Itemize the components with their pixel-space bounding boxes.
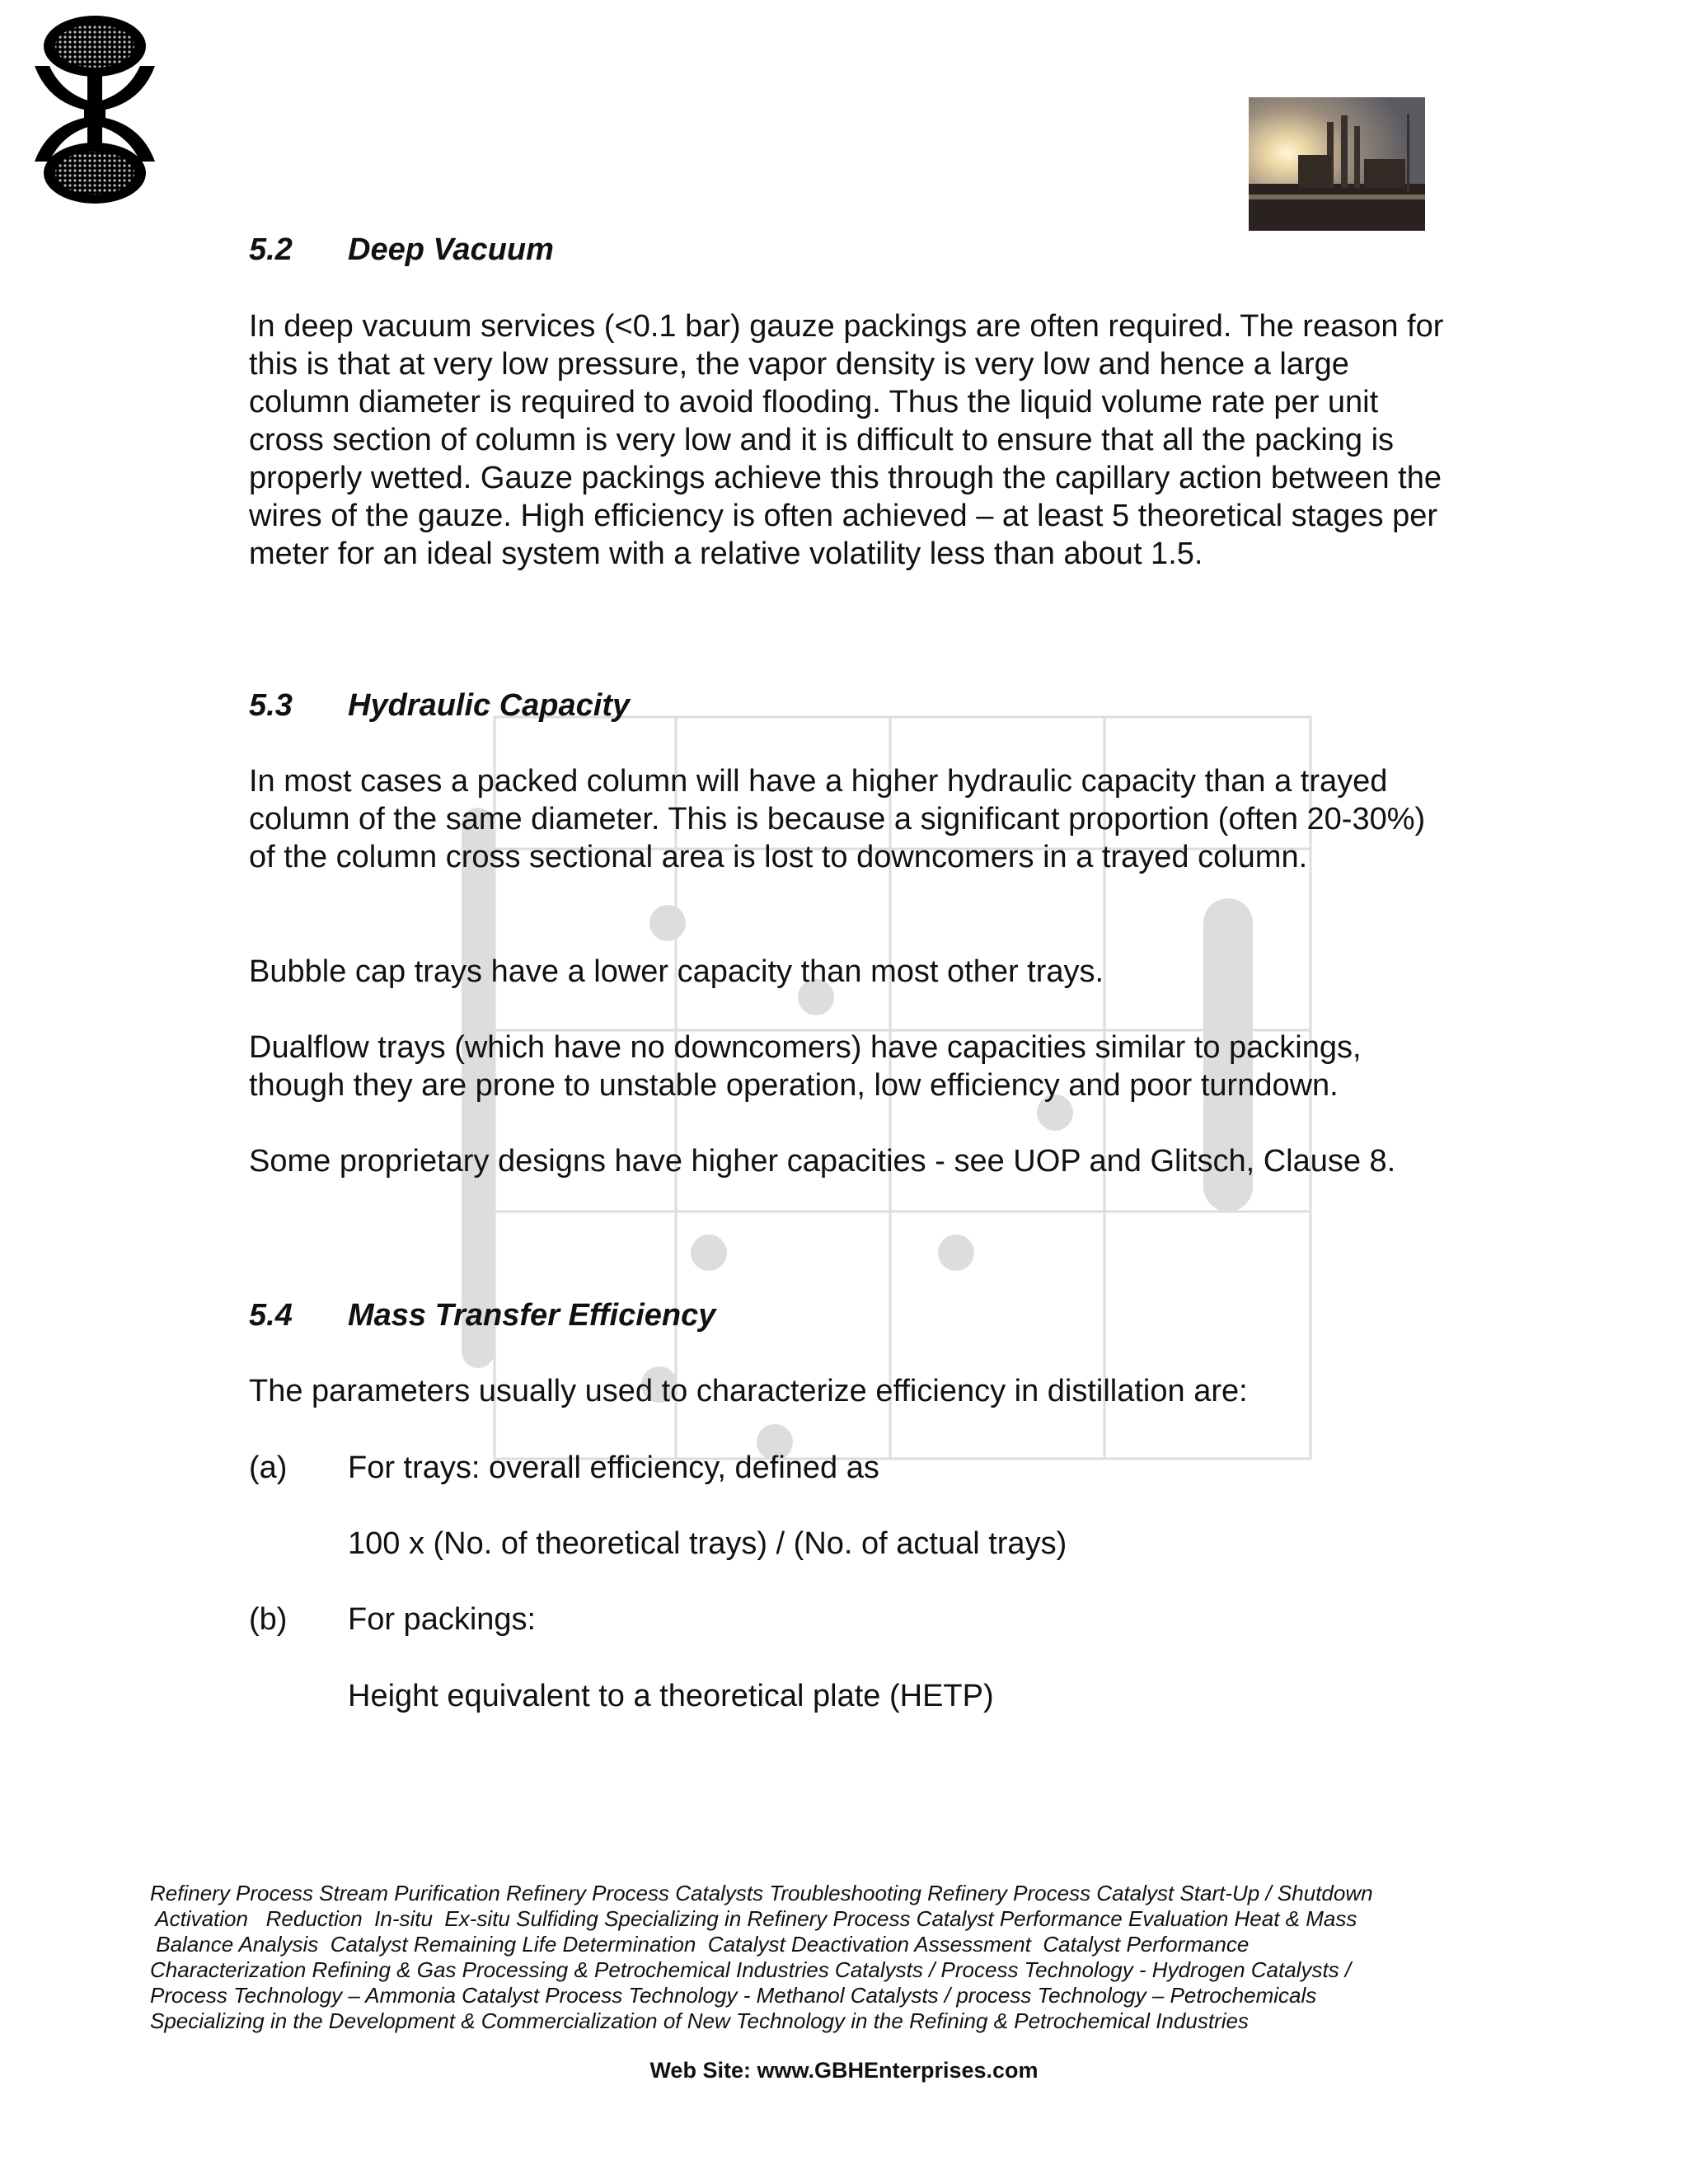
hetp-definition: Height equivalent to a theoretical plate (HETP) <box>348 1679 994 1713</box>
hydraulic-paragraph-3: Dualflow trays (which have no downcomers) have capacities similar to packings, though they are prone to unstable operation, low efficiency and poor turndown. <box>249 1030 1362 1103</box>
refinery-photo <box>1249 97 1425 231</box>
section-title: Hydraulic Capacity <box>348 688 631 723</box>
list-item-b <box>249 1601 536 1638</box>
section-number: 5.2 <box>249 232 293 267</box>
section-heading-5-2 <box>249 232 554 268</box>
section-number: 5.3 <box>249 688 293 723</box>
section-title: Mass Transfer Efficiency <box>348 1298 716 1333</box>
hydraulic-paragraph-1: In most cases a packed column will have a higher hydraulic capacity than a trayed column of the same diameter. This is because a significant proportion (often 20-30%) of the column cross sectional area is lost to downcomers in a trayed column. <box>249 764 1426 874</box>
website-link[interactable]: Web Site: www.GBHEnterprises.com <box>649 2058 1039 2083</box>
section-heading-5-4 <box>249 1297 715 1333</box>
list-text: For packings: <box>348 1602 537 1637</box>
footer-services-text <box>150 1881 1436 2034</box>
section-title: Deep Vacuum <box>348 232 554 267</box>
footer-line: Characterization Refining & Gas Processing & Petrochemical Industries Catalysts / Process Technology - Hydrogen Catalysts / <box>150 1957 1352 1982</box>
section-heading-5-3 <box>249 687 630 724</box>
footer-line: Balance Analysis Catalyst Remaining Life Determination Catalyst Deactivation Assessment Catalyst Performance <box>150 1932 1250 1957</box>
tray-efficiency-formula: 100 x (No. of theoretical trays) / (No. of actual trays) <box>348 1526 1067 1561</box>
footer-line: Specializing in the Development & Commercialization of New Technology in the Refining & Petrochemical Industries <box>150 2008 1249 2033</box>
list-label: (a) <box>249 1451 288 1485</box>
list-label: (b) <box>249 1602 288 1637</box>
list-text: For trays: overall efficiency, defined as <box>348 1451 879 1485</box>
efficiency-intro: The parameters usually used to characterize efficiency in distillation are: <box>249 1374 1248 1408</box>
footer-line: Process Technology – Ammonia Catalyst Process Technology - Methanol Catalysts / process Technology – Petrochemicals <box>150 1983 1317 2008</box>
hydraulic-paragraph-4: Some proprietary designs have higher capacities - see UOP and Glitsch, Clause 8. <box>249 1144 1396 1179</box>
footer-line: Refinery Process Stream Purification Refinery Process Catalysts Troubleshooting Refinery Process Catalyst Start-Up / Shutdown <box>150 1881 1373 1905</box>
deep-vacuum-paragraph: In deep vacuum services (<0.1 bar) gauze packings are often required. The reason for this is that at very low pressure, the vapor density is very low and hence a large column diameter is required to avoid flooding. Thus the liquid volume rate per unit cross section of column is very low and it is difficult to ensure that all the packing is properly wetted. Gauze packings achieve this through the capillary action between the wires of the gauze. High efficiency is often achieved – at least 5 theoretical stages per meter for an ideal system with a relative volatility less than about 1.5. <box>249 309 1444 571</box>
section-number: 5.4 <box>249 1298 293 1333</box>
gbh-logo-icon <box>33 15 157 204</box>
hydraulic-paragraph-2: Bubble cap trays have a lower capacity than most other trays. <box>249 954 1104 989</box>
footer-line: Activation Reduction In-situ Ex-situ Sulfiding Specializing in Refinery Process Catalyst Performance Evaluation Heat & Mass <box>150 1906 1357 1931</box>
list-item-a <box>249 1449 879 1487</box>
